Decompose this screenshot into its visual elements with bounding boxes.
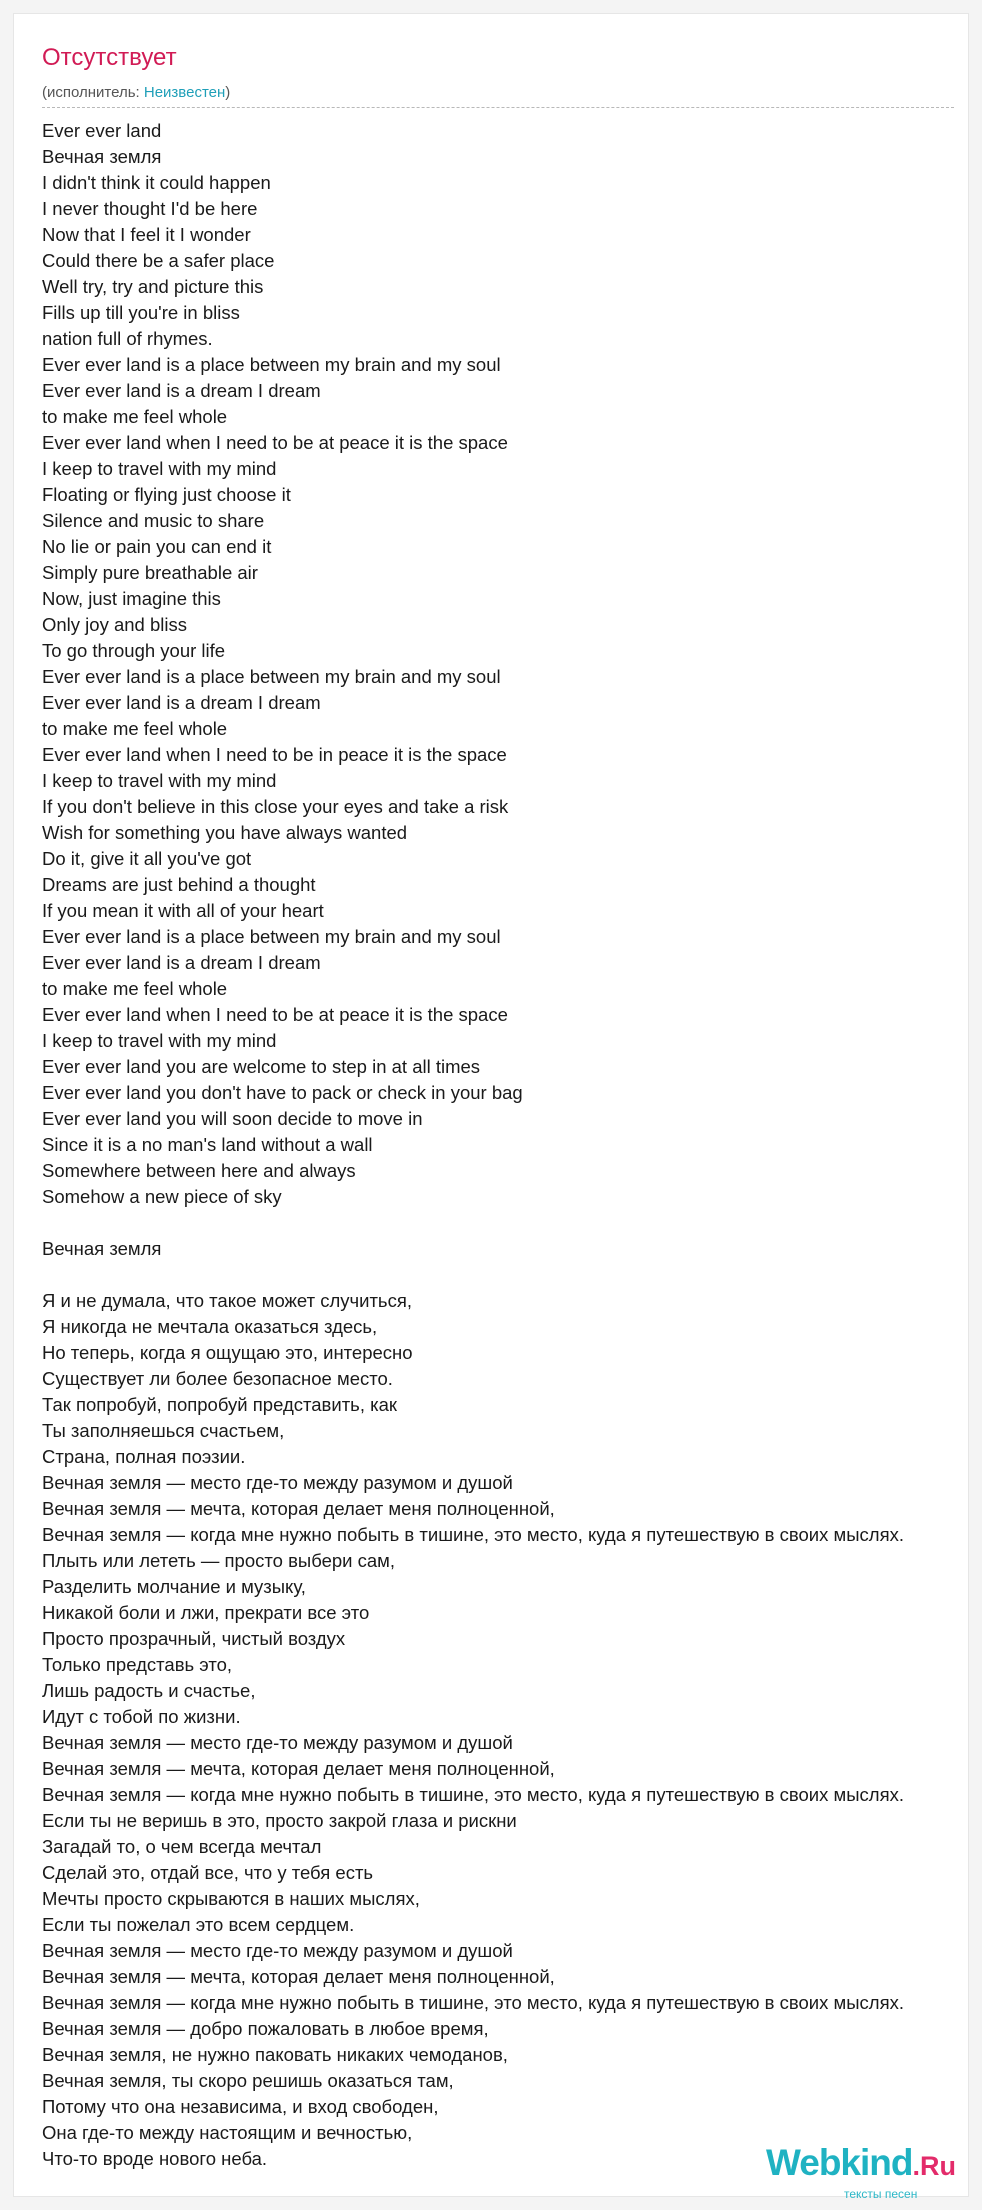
lyric-line: Ever ever land is a place between my brain and my soul [42, 926, 501, 947]
lyric-line: Ever ever land is a place between my brain and my soul [42, 666, 501, 687]
lyric-line: Никакой боли и лжи, прекрати все это [42, 1602, 370, 1623]
lyric-line: Fills up till you're in bliss [42, 302, 240, 323]
lyric-line: Она где-то между настоящим и вечностью, [42, 2122, 413, 2143]
lyric-line: Страна, полная поэзии. [42, 1446, 246, 1467]
lyric-line: Вечная земля — когда мне нужно побыть в тишине, это место, куда я путешествую в своих мыслях. [42, 1992, 904, 2013]
lyric-line: If you don't believe in this close your eyes and take a risk [42, 796, 509, 817]
lyric-line: Если ты пожелал это всем сердцем. [42, 1914, 355, 1935]
lyric-line: Ever ever land you don't have to pack or check in your bag [42, 1082, 523, 1103]
lyric-line: Ты заполняешься счастьем, [42, 1420, 285, 1441]
lyric-line: Разделить молчание и музыку, [42, 1576, 306, 1597]
lyric-line: Что-то вроде нового неба. [42, 2148, 268, 2169]
lyric-line: Ever ever land [42, 120, 162, 141]
lyric-line: to make me feel whole [42, 978, 228, 999]
lyric-line: Потому что она независима, и вход свободен, [42, 2096, 439, 2117]
artist-suffix: ) [225, 84, 231, 101]
lyric-line: Ever ever land is a dream I dream [42, 952, 321, 973]
lyric-line [42, 1210, 972, 1236]
lyric-line: Вечная земля — когда мне нужно побыть в тишине, это место, куда я путешествую в своих мыслях. [42, 1784, 904, 1805]
lyric-line: Вечная земля — место где-то между разумом и душой [42, 1732, 513, 1753]
lyric-line: I keep to travel with my mind [42, 1030, 277, 1051]
lyric-line: nation full of rhymes. [42, 328, 213, 349]
lyric-line [42, 1262, 972, 1288]
lyric-line: Только представь это, [42, 1654, 233, 1675]
lyric-line: Well try, try and picture this [42, 276, 264, 297]
lyric-line: Так попробуй, попробуй представить, как [42, 1394, 397, 1415]
lyric-line: Мечты просто скрываются в наших мыслях, [42, 1888, 420, 1909]
lyric-line: Ever ever land is a place between my brain and my soul [42, 354, 501, 375]
lyric-line: Floating or flying just choose it [42, 484, 291, 505]
lyric-line: Could there be a safer place [42, 250, 275, 271]
lyric-line: I keep to travel with my mind [42, 770, 277, 791]
lyric-line: Вечная земля — место где-то между разумом и душой [42, 1940, 513, 1961]
lyric-line: Somewhere between here and always [42, 1160, 356, 1181]
logo-wordmark [766, 2142, 956, 2184]
lyric-line: Ever ever land is a dream I dream [42, 380, 321, 401]
lyric-line: to make me feel whole [42, 406, 228, 427]
logo-tagline: тексты песен [844, 2187, 918, 2201]
lyrics-text [42, 118, 972, 2172]
lyric-line: Я и не думала, что такое может случиться, [42, 1290, 412, 1311]
lyric-line: Просто прозрачный, чистый воздух [42, 1628, 346, 1649]
lyrics-card [13, 13, 969, 2201]
lyric-line: Ever ever land you will soon decide to move in [42, 1108, 423, 1129]
lyric-line: Ever ever land when I need to be at peace it is the space [42, 1004, 508, 1025]
lyric-line: Идут с тобой по жизни. [42, 1706, 241, 1727]
lyric-line: Now, just imagine this [42, 588, 221, 609]
artist-prefix: (исполнитель: [42, 84, 144, 101]
lyric-line: Silence and music to share [42, 510, 265, 531]
lyric-line: Вечная земля — место где-то между разумом и душой [42, 1472, 513, 1493]
artist-link[interactable]: Неизвестен [143, 84, 226, 101]
lyric-line: Вечная земля — мечта, которая делает меня полноценной, [42, 1966, 555, 1987]
lyric-line: Сделай это, отдай все, что у тебя есть [42, 1862, 374, 1883]
lyric-line: Если ты не веришь в это, просто закрой глаза и рискни [42, 1810, 517, 1831]
lyric-line: No lie or pain you can end it [42, 536, 272, 557]
lyric-line: Dreams are just behind a thought [42, 874, 316, 895]
lyric-line: I keep to travel with my mind [42, 458, 277, 479]
lyric-line: Я никогда не мечтала оказаться здесь, [42, 1316, 378, 1337]
artist-line [42, 84, 230, 101]
lyric-line: Ever ever land you are welcome to step in at all times [42, 1056, 481, 1077]
logo-brand: Webkind [766, 2142, 913, 2183]
lyric-line: Лишь радость и счастье, [42, 1680, 256, 1701]
logo-tld: .Ru [912, 2151, 956, 2181]
lyric-line: If you mean it with all of your heart [42, 900, 324, 921]
lyric-line: Вечная земля — мечта, которая делает меня полноценной, [42, 1498, 555, 1519]
lyric-line: Wish for something you have always wanted [42, 822, 408, 843]
lyric-line: Загадай то, о чем всегда мечтал [42, 1836, 322, 1857]
lyric-line: I didn't think it could happen [42, 172, 271, 193]
lyric-line: Ever ever land when I need to be at peace it is the space [42, 432, 508, 453]
lyric-line: Вечная земля [42, 146, 162, 167]
lyric-line: I never thought I'd be here [42, 198, 258, 219]
lyric-line: Вечная земля — когда мне нужно побыть в тишине, это место, куда я путешествую в своих мыслях. [42, 1524, 904, 1545]
lyric-line: Вечная земля — мечта, которая делает меня полноценной, [42, 1758, 555, 1779]
lyric-line: Do it, give it all you've got [42, 848, 252, 869]
lyric-line: Вечная земля — добро пожаловать в любое время, [42, 2018, 489, 2039]
webkind-logo[interactable] [766, 2142, 966, 2202]
lyric-line: Ever ever land is a dream I dream [42, 692, 321, 713]
lyric-line: Only joy and bliss [42, 614, 187, 635]
lyric-line: To go through your life [42, 640, 226, 661]
lyric-line: Now that I feel it I wonder [42, 224, 251, 245]
lyric-line: Вечная земля [42, 1238, 162, 1259]
lyric-line: Вечная земля, не нужно паковать никаких чемоданов, [42, 2044, 508, 2065]
lyric-line: Somehow a new piece of sky [42, 1186, 282, 1207]
title-divider [42, 107, 954, 108]
lyric-line: Вечная земля, ты скоро решишь оказаться там, [42, 2070, 454, 2091]
lyric-line: Но теперь, когда я ощущаю это, интересно [42, 1342, 413, 1363]
lyric-line: Существует ли более безопасное место. [42, 1368, 393, 1389]
lyric-line: Since it is a no man's land without a wall [42, 1134, 373, 1155]
lyric-line: Ever ever land when I need to be in peace it is the space [42, 744, 507, 765]
lyric-line: to make me feel whole [42, 718, 228, 739]
lyric-line: Плыть или лететь — просто выбери сам, [42, 1550, 396, 1571]
lyric-line: Simply pure breathable air [42, 562, 258, 583]
song-title: Отсутствует [42, 44, 177, 71]
